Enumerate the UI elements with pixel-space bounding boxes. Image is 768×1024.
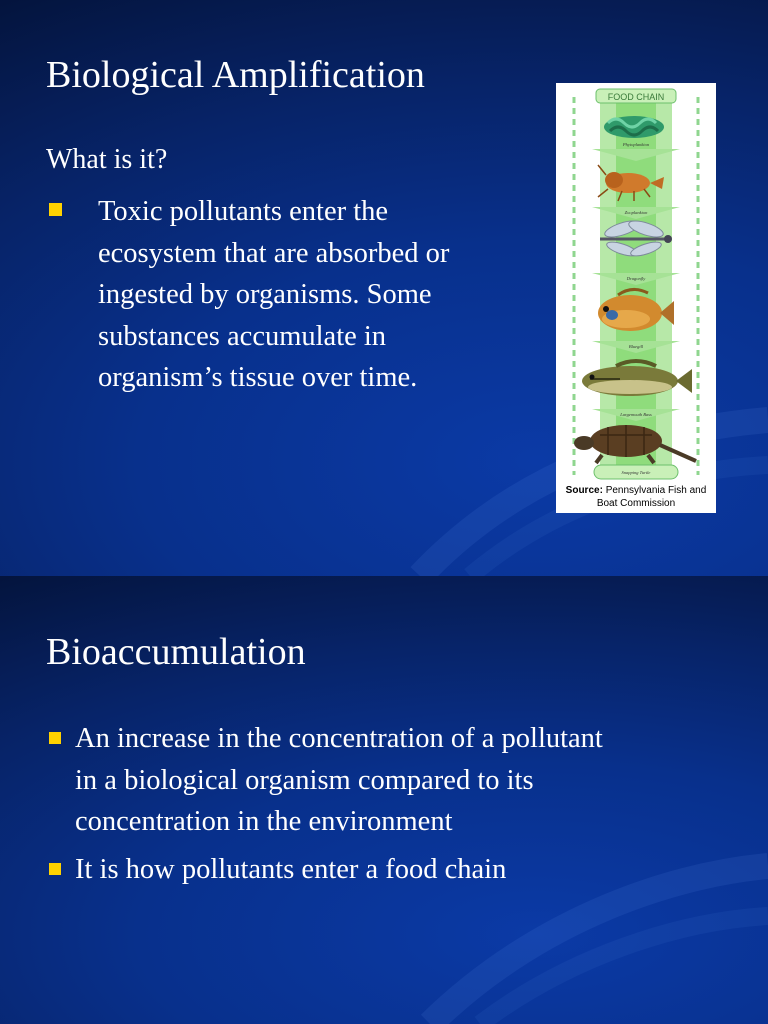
bullet-line: in a biological organism compared to its (75, 764, 534, 796)
bullet-line: Toxic pollutants enter the (98, 196, 389, 227)
bullet-text (75, 849, 506, 891)
bullet-line: An increase in the concentration of a pollutant (75, 723, 603, 754)
slide-title: Biological Amplification (46, 54, 425, 96)
slide-subtitle: What is it? (46, 144, 168, 175)
bullet-line: It is how pollutants enter a food chain (75, 854, 507, 885)
food-chain-illustration (556, 83, 716, 483)
level-label: Zooplankton (624, 210, 648, 215)
level-label: Snapping Turtle (621, 470, 651, 475)
bullet-marker (49, 203, 62, 216)
bullet-text (98, 191, 449, 399)
slide-title: Bioaccumulation (46, 631, 306, 673)
bullet-line: organism’s tissue over time. (98, 362, 418, 393)
bullet-marker (49, 863, 61, 875)
bullet-line: concentration in the environment (75, 806, 453, 837)
level-label: Largemouth Bass (620, 412, 652, 417)
bullet-line: substances accumulate in (98, 320, 387, 352)
bullet-line: ingested by organisms. Some (98, 279, 432, 310)
source-line-2: Boat Commission (596, 498, 676, 509)
bullet-marker (49, 732, 61, 744)
slide-2 (0, 576, 768, 1024)
level-label: Bluegill (628, 344, 644, 349)
food-chain-image (556, 83, 716, 513)
level-label: Dragonfly (626, 276, 646, 281)
image-source-caption (556, 484, 716, 510)
level-label: Phytoplankton (622, 142, 650, 147)
source-line-1: Pennsylvania Fish and (605, 485, 707, 496)
bullet-text (75, 718, 603, 843)
largemouth-bass-icon (582, 361, 692, 396)
phytoplankton-icon (604, 116, 664, 138)
bullet-line: ecosystem that are absorbed or (98, 237, 450, 269)
source-label: Source: (565, 485, 603, 496)
food-chain-header: FOOD CHAIN (607, 92, 665, 102)
